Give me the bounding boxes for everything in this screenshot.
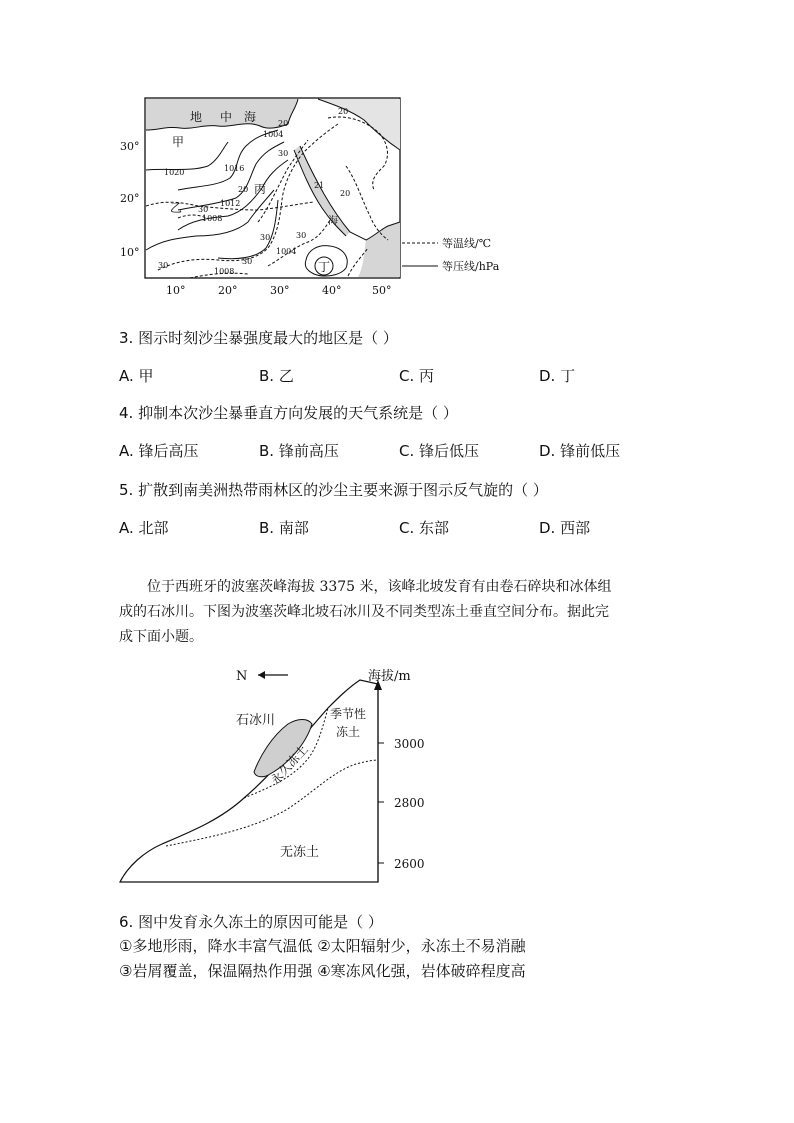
question-3-option-c[interactable]: C. 丙: [399, 367, 435, 385]
question-4-option-d[interactable]: D. 锋前低压: [539, 442, 621, 460]
lat-tick-label: 30°: [120, 140, 140, 153]
isotherm-label: 30: [296, 231, 307, 240]
region-bing: 丙: [254, 182, 267, 196]
region-jia: 甲: [172, 135, 185, 149]
passage-line-2: 成的石冰川。下图为波塞茨峰北坡石冰川及不同类型冻土垂直空间分布。据此完: [119, 604, 609, 620]
isobar-label: 1012: [220, 199, 241, 208]
profile-diagram: [110, 660, 440, 890]
lon-tick-label: 30°: [270, 284, 290, 297]
question-3-stem: 3. 图示时刻沙尘暴强度最大的地区是（ ）: [119, 329, 398, 347]
question-5-stem: 5. 扩散到南美洲热带雨林区的沙尘主要来源于图示反气旋的（ ）: [119, 481, 548, 499]
north-label: N: [236, 669, 248, 684]
question-6-stem: 6. 图中发育永久冻土的原因可能是（ ）: [119, 913, 383, 931]
weather-map: [118, 90, 518, 305]
isotherm-label: 30: [198, 205, 209, 214]
lon-tick-label: 50°: [372, 284, 392, 297]
passage-line-1: 位于西班牙的波塞茨峰海拔 3375 米，该峰北坡发育有由卷石碎块和冰体组: [147, 579, 612, 595]
question-6-line-2: ③岩屑覆盖，保温隔热作用强 ④寒冻风化强，岩体破碎程度高: [119, 962, 526, 980]
question-4-option-a[interactable]: A. 锋后高压: [119, 442, 199, 460]
lon-tick-label: 10°: [166, 284, 186, 297]
question-5-option-b[interactable]: B. 南部: [259, 519, 309, 537]
sea-label-hai: 海: [244, 110, 257, 124]
lon-axis: [166, 284, 392, 297]
weather-map-figure: [118, 90, 518, 305]
label-rock-glacier: 石冰川: [236, 713, 276, 728]
rock-glacier-profile: [110, 660, 440, 890]
sea-label-red: 海: [328, 216, 338, 227]
tick-2600: 2600: [394, 857, 425, 871]
isobar-label: 1016: [224, 164, 245, 173]
axis-title: 海拔/m: [368, 669, 411, 684]
question-6-line-1: ①多地形雨，降水丰富气温低 ②太阳辐射少，永冻土不易消融: [119, 937, 526, 955]
isobar-label: 1004: [263, 130, 284, 139]
isotherm-label: 20: [278, 119, 289, 128]
question-3-option-b[interactable]: B. 乙: [259, 367, 294, 385]
question-3-option-d[interactable]: D. 丁: [539, 367, 576, 385]
legend-isotherm: 等温线/℃: [442, 237, 492, 250]
isobar-label: 1008: [214, 267, 235, 276]
label-seasonal-2: 冻土: [336, 725, 361, 739]
isotherm-label: 30: [242, 257, 253, 266]
isotherm-label: 20: [340, 189, 351, 198]
region-ding: 丁: [318, 260, 331, 274]
tick-3000: 3000: [394, 737, 425, 751]
tick-2800: 2800: [394, 796, 425, 810]
question-4-option-c[interactable]: C. 锋后低压: [399, 442, 480, 460]
question-5-option-a[interactable]: A. 北部: [119, 519, 169, 537]
passage-line-3: 成下面小题。: [119, 629, 203, 645]
question-4-option-b[interactable]: B. 锋前高压: [259, 442, 339, 460]
isotherm-label: 20: [338, 107, 349, 116]
region-yi: 乙: [170, 201, 183, 215]
legend-isobar: 等压线/hPa: [442, 260, 500, 273]
lat-tick-label: 20°: [120, 192, 140, 205]
lon-tick-label: 40°: [322, 284, 342, 297]
map-legend: [402, 236, 500, 273]
question-4-stem: 4. 抑制本次沙尘暴垂直方向发展的天气系统是（ ）: [119, 404, 458, 422]
sea-label-di: 地: [190, 110, 203, 124]
question-5-option-c[interactable]: C. 东部: [399, 519, 450, 537]
north-arrow-icon: [258, 671, 265, 679]
label-permafrost: 永久冻土: [268, 742, 311, 788]
isotherm-label: 21: [314, 181, 325, 190]
lat-tick-label: 10°: [120, 246, 140, 259]
isobar-label: 1008: [202, 214, 223, 223]
label-no-frost: 无冻土: [280, 845, 320, 860]
lat-axis: [120, 140, 140, 259]
isotherm-label: 30: [158, 261, 169, 270]
question-5-option-d[interactable]: D. 西部: [539, 519, 591, 537]
isotherm-label: 30: [278, 149, 289, 158]
isobar-label: 1004: [276, 247, 297, 256]
sea-label-zhong: 中: [220, 110, 233, 124]
isobar-label: 1020: [164, 168, 185, 177]
question-3-option-a[interactable]: A. 甲: [119, 367, 154, 385]
isotherm-label: 20: [238, 185, 249, 194]
lon-tick-label: 20°: [218, 284, 238, 297]
isotherm-label: 30: [260, 233, 271, 242]
label-seasonal-1: 季节性: [330, 707, 367, 721]
